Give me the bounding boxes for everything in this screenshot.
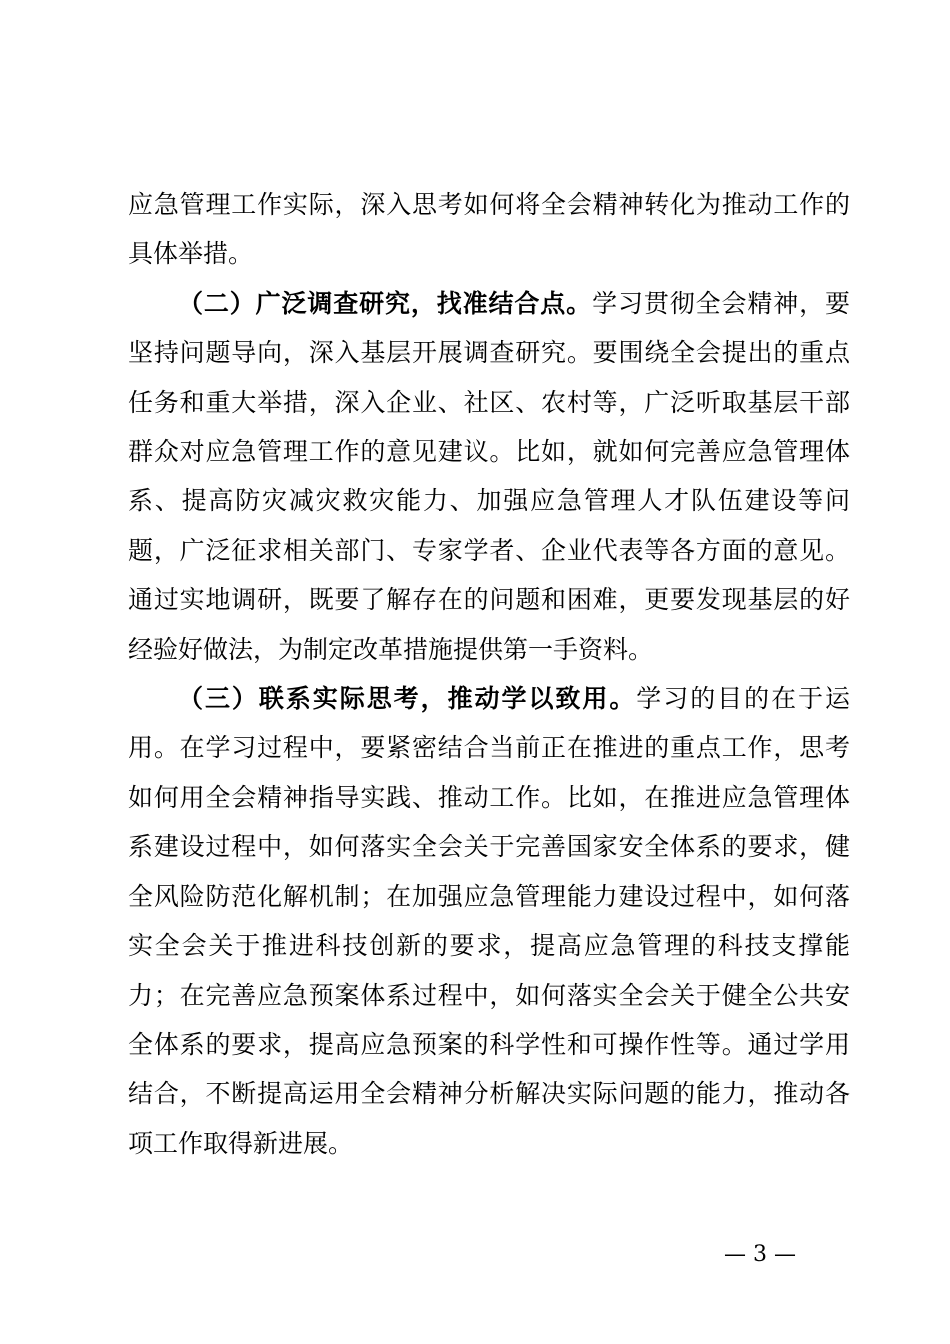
section-heading-two: （二）广泛调查研究，找准结合点。 (178, 288, 593, 318)
paragraph-text: 学习的目的在于运用。在学习过程中，要紧密结合当前正在推进的重点工作，思考如何用全会精神指导实践、推动工作。比如，在推进应急管理体系建设过程中，如何落实全会关于完善国家安全体系的要求，健全风险防范化解机制；在加强应急管理能力建设过程中，如何落实全会关于推进科技创新的要求，提高应急管理的科技支撑能力；在完善应急预案体系过程中，如何落实全会关于健全公共安全体系的要求，提高应急预案的科学性和可操作性等。通过学用结合，不断提高运用全会精神分析解决实际问题的能力，推动各项工作取得新进展。 (128, 684, 850, 1158)
paragraph-text: 学习贯彻全会精神，要坚持问题导向，深入基层开展调查研究。要围绕全会提出的重点任务和重大举措，深入企业、社区、农村等，广泛听取基层干部群众对应急管理工作的意见建议。比如，就如何完善应急管理体系、提高防灾减灾救灾能力、加强应急管理人才队伍建设等问题，广泛征求相关部门、专家学者、企业代表等各方面的意见。通过实地调研，既要了解存在的问题和困难，更要发现基层的好经验好做法，为制定改革措施提供第一手资料。 (128, 288, 850, 664)
paragraph-section-two (128, 279, 850, 674)
paragraph-continuation (128, 180, 850, 279)
section-heading-three: （三）联系实际思考，推动学以致用。 (178, 684, 637, 714)
page-number: — 3 — (724, 1242, 796, 1267)
paragraph-section-three (128, 674, 850, 1168)
paragraph-text: 应急管理工作实际，深入思考如何将全会精神转化为推动工作的具体举措。 (128, 190, 850, 269)
document-body (128, 180, 850, 1168)
